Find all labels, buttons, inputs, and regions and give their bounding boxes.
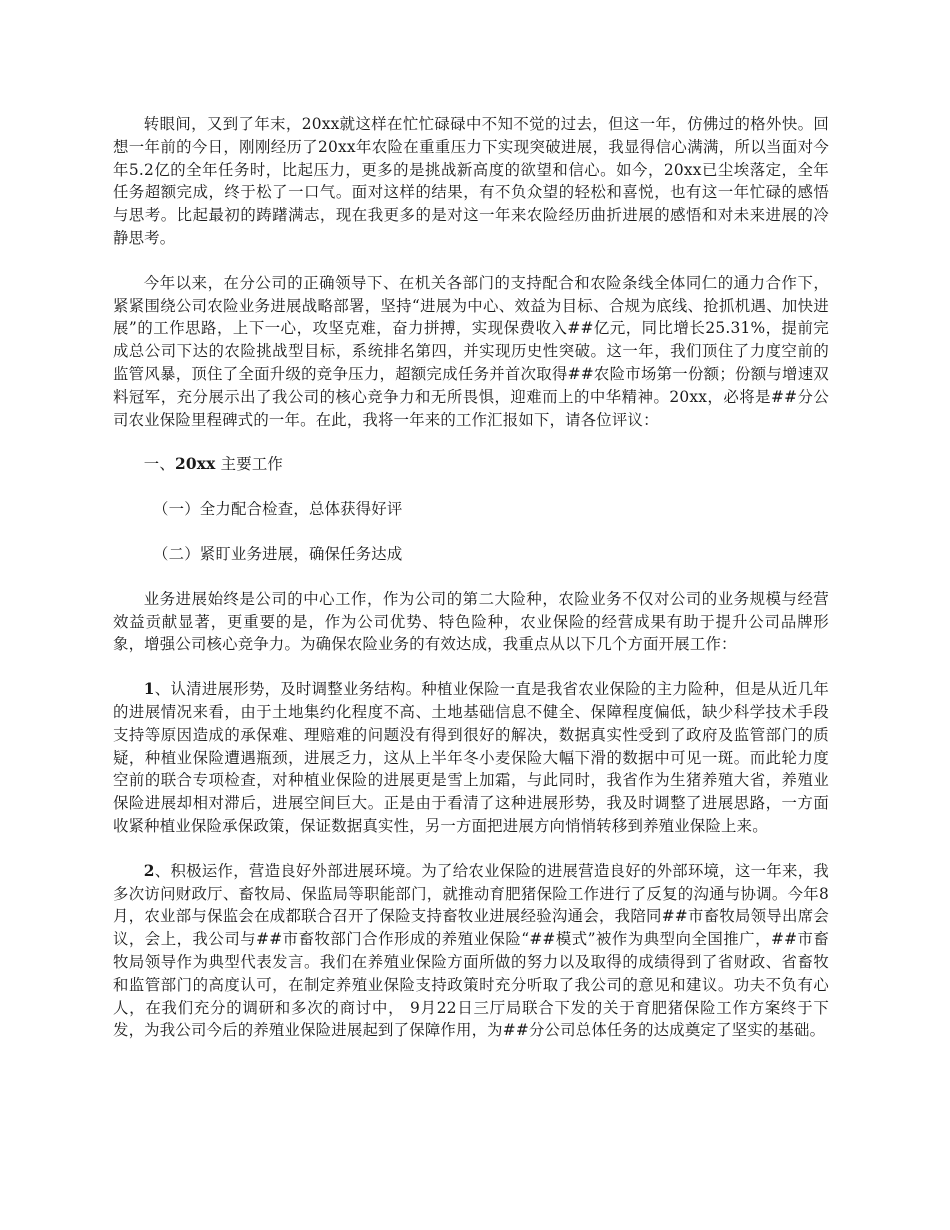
paragraph-item-1 — [113, 678, 829, 838]
paragraph-intro: 业务进展始终是公司的中心工作，作为公司的第二大险种，农险业务不仅对公司的业务规模与经营效益贡献显著，更重要的是，作为公司优势、特色险种，农业保险的经营成果有助于提升公司品牌形象，增强公司核心竞争力。为确保农险业务的有效达成，我重点从以下几个方面开展工作： — [113, 589, 829, 654]
item-2-number: 2 — [143, 861, 155, 880]
document-page — [113, 113, 829, 1042]
item-1-number: 1 — [143, 680, 155, 699]
paragraph-item-2 — [113, 860, 829, 1042]
section-heading — [113, 453, 829, 476]
subheading-1: （一）全力配合检查，总体获得好评 — [153, 500, 403, 519]
subheading-2: （二）紧盯业务进展，确保任务达成 — [153, 544, 403, 563]
item-2-text: 、积极运作，营造良好外部进展环境。为了给农业保险的进展营造良好的外部环境，这一年来，我多次访问财政厅、畜牧局、保监局等职能部门，就推动育肥猪保险工作进行了反复的沟通与协调。今年8月，农业部与保监会在成都联合召开了保险支持畜牧业进展经验沟通会，我陪同##市畜牧局领导出席会议，会上，我公司与##市畜牧部门合作形成的养殖业保险“##模式”被作为典型向全国推广，##市畜牧局领导作为典型代表发言。我们在养殖业保险方面所做的努力以及取得的成绩得到了省财政、省畜牧和监管部门的高度认可，在制定养殖业保险支持政策时充分听取了我公司的意见和建议。功夫不负有心人，在我们充分的调研和多次的商讨中， 9月22日三厅局联合下发的关于育肥猪保险工作方案终于下发，为我公司今后的养殖业保险进展起到了保障作用，为##分公司总体任务的达成奠定了坚实的基础。 — [113, 861, 829, 1040]
paragraph-opening: 转眼间，又到了年末，20xx就这样在忙忙碌碌中不知不觉的过去，但这一年，仿佛过的格外快。回想一年前的今日，刚刚经历了20xx年农险在重重压力下实现突破进展，我显得信心满满，所以当面对今年5.2亿的全年任务时，比起压力，更多的是挑战新高度的欲望和信心。如今，20xx已尘埃落定，全年任务超额完成，终于松了一口气。面对这样的结果，有不负众望的轻松和喜悦，也有这一年忙碌的感悟与思考。比起最初的踌躇满志，现在我更多的是对这一年来农险经历曲折进展的感悟和对未来进展的冷静思考。 — [113, 115, 829, 247]
paragraph-summary: 今年以来，在分公司的正确领导下、在机关各部门的支持配合和农险条线全体同仁的通力合作下，紧紧围绕公司农险业务进展战略部署，坚持“进展为中心、效益为目标、合规为底线、抢抓机遇、加快进展”的工作思路，上下一心，攻坚克难，奋力拼搏，实现保费收入##亿元，同比增长25.31%，提前完成总公司下达的农险挑战型目标，系统排名第四，并实现历史性突破。这一年，我们顶住了力度空前的监管风暴，顶住了全面升级的竞争压力，超额完成任务并首次取得##农险市场第一份额；份额与增速双料冠军，充分展示出了我公司的核心竞争力和无所畏惧，迎难而上的中华精神。20xx，必将是##分公司农业保险里程碑式的一年。在此，我将一年来的工作汇报如下，请各位评议： — [113, 273, 829, 429]
section-title: 主要工作 — [215, 455, 284, 474]
section-prefix: 一、 — [143, 455, 175, 474]
section-year: 20xx — [174, 455, 216, 474]
item-1-text: 、认清进展形势，及时调整业务结构。种植业保险一直是我省农业保险的主力险种，但是从近几年的进展情况来看，由于土地集约化程度不高、土地基础信息不健全、保障程度偏低，缺少科学技术手段支持等原因造成的承保难、理赔难的问题没有得到很好的解决，数据真实性受到了政府及监管部门的质疑，种植业保险遭遇瓶颈，进展乏力，这从上半年冬小麦保险大幅下滑的数据中可见一斑。而此轮力度空前的联合专项检查，对种植业保险的进展更是雪上加霜，与此同时，我省作为生猪养殖大省，养殖业保险进展却相对滞后，进展空间巨大。正是由于看清了这种进展形势，我及时调整了进展思路，一方面收紧种植业保险承保政策，保证数据真实性，另一方面把进展方向悄悄转移到养殖业保险上来。 — [113, 680, 829, 835]
